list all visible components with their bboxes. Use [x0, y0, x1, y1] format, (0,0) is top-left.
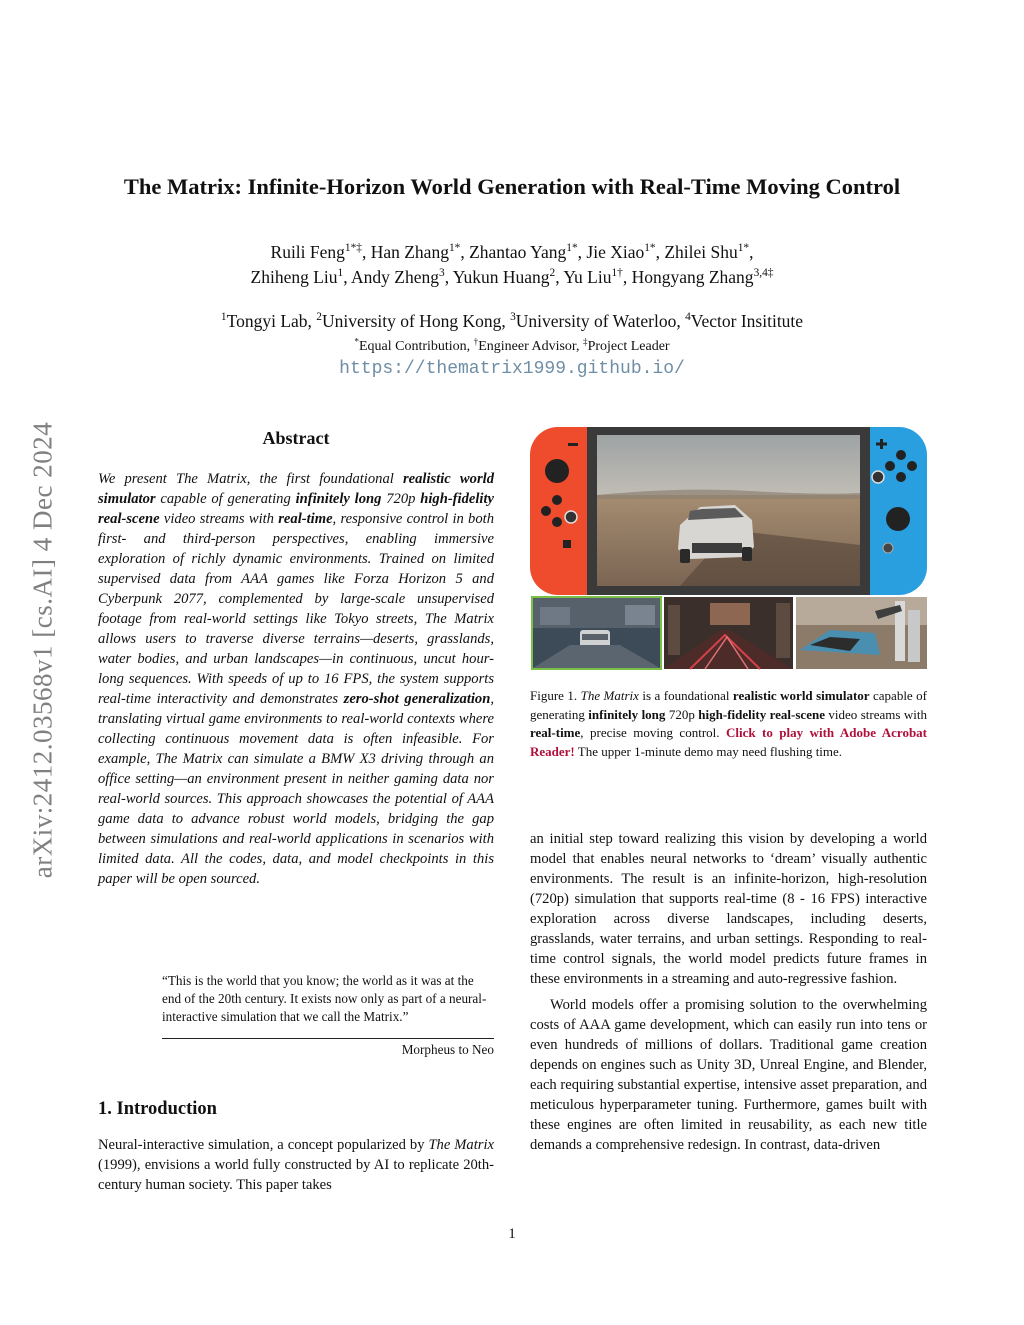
- author-affiliation-mark: 1*: [644, 242, 656, 255]
- author-name: Jie Xiao: [586, 242, 645, 262]
- text-run: video streams with: [159, 511, 279, 527]
- emphasis-bold: infinitely long: [295, 491, 382, 507]
- epigraph-divider: [162, 1038, 494, 1039]
- introduction-body: [98, 1135, 494, 1195]
- abstract-body: [98, 469, 494, 889]
- body-paragraph: World models offer a promising solution to the overwhelming costs of AAA game development, which can easily run into tens or even hundreds of millions of dollars. Traditional game creation depends on engines such as Unity 3D, Unreal Engine, and Blender, each requiring substantial expertise, intensive asset preparation, and meticulous hyperparameter tuning. Furthermore, games built with these engines are often limited in reusability, as each new title demands a comprehensive redesign. In contrast, data-driven: [530, 997, 927, 1153]
- author-line-2: Zhiheng Liu$^1$, Andy Zheng$^3$, Yukun Huang$^2$, Yu Liu$^{1\dagger}$, Hongyang Zhang$^{3,4\ddagger}$: [250, 267, 774, 287]
- author-name: Andy Zheng: [351, 267, 439, 287]
- emphasis-bold: real-time: [278, 511, 333, 527]
- author-name: Yu Liu: [563, 267, 612, 287]
- arxiv-sidebar-stamp: [20, 370, 66, 930]
- author-affiliation-mark: 1*: [737, 242, 750, 255]
- project-url-link[interactable]: https://thematrix1999.github.io/: [339, 359, 685, 379]
- emphasis-bold: zero-shot generalization: [343, 691, 491, 707]
- text-run: Figure 1.: [530, 688, 581, 703]
- author-list: [60, 240, 964, 290]
- author-name: Yukun Huang: [452, 267, 550, 287]
- affiliations: $^1$Tongyi Lab, $^2$University of Hong Kong, $^3$University of Waterloo, $^4$Vector Insititute: [220, 311, 804, 331]
- body-paragraph: an initial step toward realizing this vision by developing a world model that enables neural networks to ‘dream’ visually authentic environments. The result is an infinite-horizon, high-resolution (720p) simulation that supports real-time (8 - 16 FPS) interactive exploration across diverse landscapes, including deserts, grasslands, water terrains, and urban settings. Responding to real-time control signals, the world model predicts future frames in these environments in a streaming and auto-regressive fashion.: [530, 831, 927, 987]
- affiliation-mark: 2: [316, 311, 322, 324]
- text-run: We present The Matrix, the first foundational: [98, 471, 403, 487]
- text-run: video streams with: [824, 706, 927, 722]
- author-affiliation-mark: 1: [337, 267, 344, 280]
- role-mark: ‡: [583, 336, 588, 347]
- emphasis-bold: infinitely long: [588, 706, 666, 722]
- author-name: Zhantao Yang: [469, 242, 567, 262]
- thumbnail-cyberpunk[interactable]: [664, 597, 793, 669]
- affiliation-mark: 1: [220, 311, 227, 324]
- epigraph-attribution: Morpheus to Neo: [401, 1042, 494, 1057]
- author-name: Ruili Feng: [270, 242, 345, 262]
- arxiv-id: arXiv:2412.03568v1 [cs.AI] 4 Dec 2024: [27, 421, 58, 879]
- paper-title: The Matrix: Infinite-Horizon World Generation with Real-Time Moving Control: [123, 174, 901, 199]
- author-affiliation-mark: 3,4‡: [753, 267, 774, 280]
- page-number: 1: [508, 1226, 516, 1242]
- author-name: Hongyang Zhang: [631, 267, 754, 287]
- text-run: , precise moving control.: [580, 725, 726, 740]
- emphasis-bold: realistic world simulator: [732, 688, 870, 703]
- affiliation-name: University of Hong Kong: [321, 311, 502, 331]
- affiliation-name: Vector Insititute: [690, 311, 804, 331]
- role-mark: †: [473, 336, 479, 347]
- author-affiliation-mark: 1*‡: [344, 242, 362, 255]
- thumbnail-robot-bed[interactable]: [796, 597, 927, 669]
- emphasis-bold: realistic world simulator: [98, 471, 494, 507]
- emphasis-italic: The Matrix: [580, 688, 639, 703]
- author-roles: *Equal Contribution, †Engineer Advisor, ‡Project Leader: [354, 336, 670, 354]
- author-affiliation-mark: 1*: [566, 242, 578, 255]
- affiliation-mark: 3: [510, 311, 516, 324]
- affiliation-name: Tongyi Lab: [226, 311, 308, 331]
- role-name: Project Leader: [587, 339, 670, 354]
- role-name: Engineer Advisor: [478, 339, 577, 354]
- text-run: is a foundational: [638, 688, 733, 703]
- text-run: 720p: [665, 706, 699, 722]
- emphasis-bold: high-fidelity real-scene: [98, 491, 495, 527]
- thumbnail-city-night[interactable]: [532, 597, 661, 669]
- text-run: The upper 1-minute demo may need flushing time.: [574, 743, 843, 759]
- affiliation-mark: 4: [685, 311, 691, 324]
- author-affiliation-mark: 3: [439, 267, 445, 280]
- text-run: , responsive control in both first- and third-person perspectives, enabling immersive exploration of richly dynamic environments. Trained on limited supervised data from AAA games like Forza Horizon 5 and Cyberpunk 2077, complemented by large-scale unsupervised footage from real-world settings like Tokyo streets, The Matrix allows users to traverse diverse terrains—deserts, grasslands, water bodies, and urban landscapes—in continuous, uncut hour-long sequences. With speeds of up to 16 FPS, the system supports real-time interactivity and demonstrates: [98, 511, 494, 707]
- author-name: Han Zhang: [370, 242, 449, 262]
- text-run: , translating virtual game environments to real-world contexts where collecting continuous movement data is often infeasible. For example, The Matrix can simulate a BMW X3 driving through an office setting—an environment present in neither gaming data nor real-world sources. This approach showcases the potential of AAA game data to advance robust world models, bridging the gap between simulations and real-world applications in scenarios with limited data. All the codes, data, and model checkpoints in this paper will be open sourced.: [98, 691, 494, 887]
- emphasis-italic: The Matrix: [428, 1137, 494, 1153]
- right-joycon: [865, 427, 927, 595]
- affiliation-name: University of Waterloo: [515, 311, 677, 331]
- text-run: capable of generating: [155, 491, 296, 507]
- text-run: capable of generating: [530, 688, 927, 722]
- role-mark: *: [354, 336, 359, 347]
- author-name: Zhiheng Liu: [250, 267, 338, 287]
- left-joycon: [530, 427, 592, 595]
- figure-1-caption: [530, 687, 927, 761]
- figure-1-demo-video[interactable]: [530, 425, 927, 671]
- text-run: Neural-interactive simulation, a concept popularized by: [98, 1137, 429, 1153]
- text-run: 720p: [381, 491, 421, 507]
- introduction-continued: [530, 829, 927, 1161]
- text-run: (1999), envisions a world fully constructed by AI to replicate 20th-century human society. This paper takes: [98, 1157, 494, 1193]
- emphasis-bold: real-time: [530, 725, 581, 740]
- author-affiliation-mark: 2: [549, 267, 556, 280]
- acrobat-play-link[interactable]: Click to play with Adobe Acrobat Reader!: [530, 725, 928, 759]
- author-name: Zhilei Shu: [664, 242, 738, 262]
- author-line-1: Ruili Feng$^{1*\ddagger}$, Han Zhang$^{1*}$, Zhantao Yang$^{1*}$, Jie Xiao$^{1*}$, Zhilei Shu$^{1*}$,: [270, 242, 754, 262]
- epigraph-quote: “This is the world that you know; the world as it was at the end of the 20th century. It exists now only as part of a neural-interactive simulation that we call the Matrix.”: [162, 973, 487, 1024]
- desert-driving-frame: [597, 435, 860, 586]
- suv-vehicle: [678, 505, 754, 563]
- introduction-heading: 1. Introduction: [98, 1099, 217, 1119]
- emphasis-bold: high-fidelity real-scene: [698, 706, 825, 722]
- role-name: Equal Contribution: [358, 339, 467, 354]
- author-affiliation-mark: 1*: [448, 242, 461, 255]
- abstract-heading: Abstract: [262, 428, 330, 448]
- author-affiliation-mark: 1†: [611, 267, 623, 280]
